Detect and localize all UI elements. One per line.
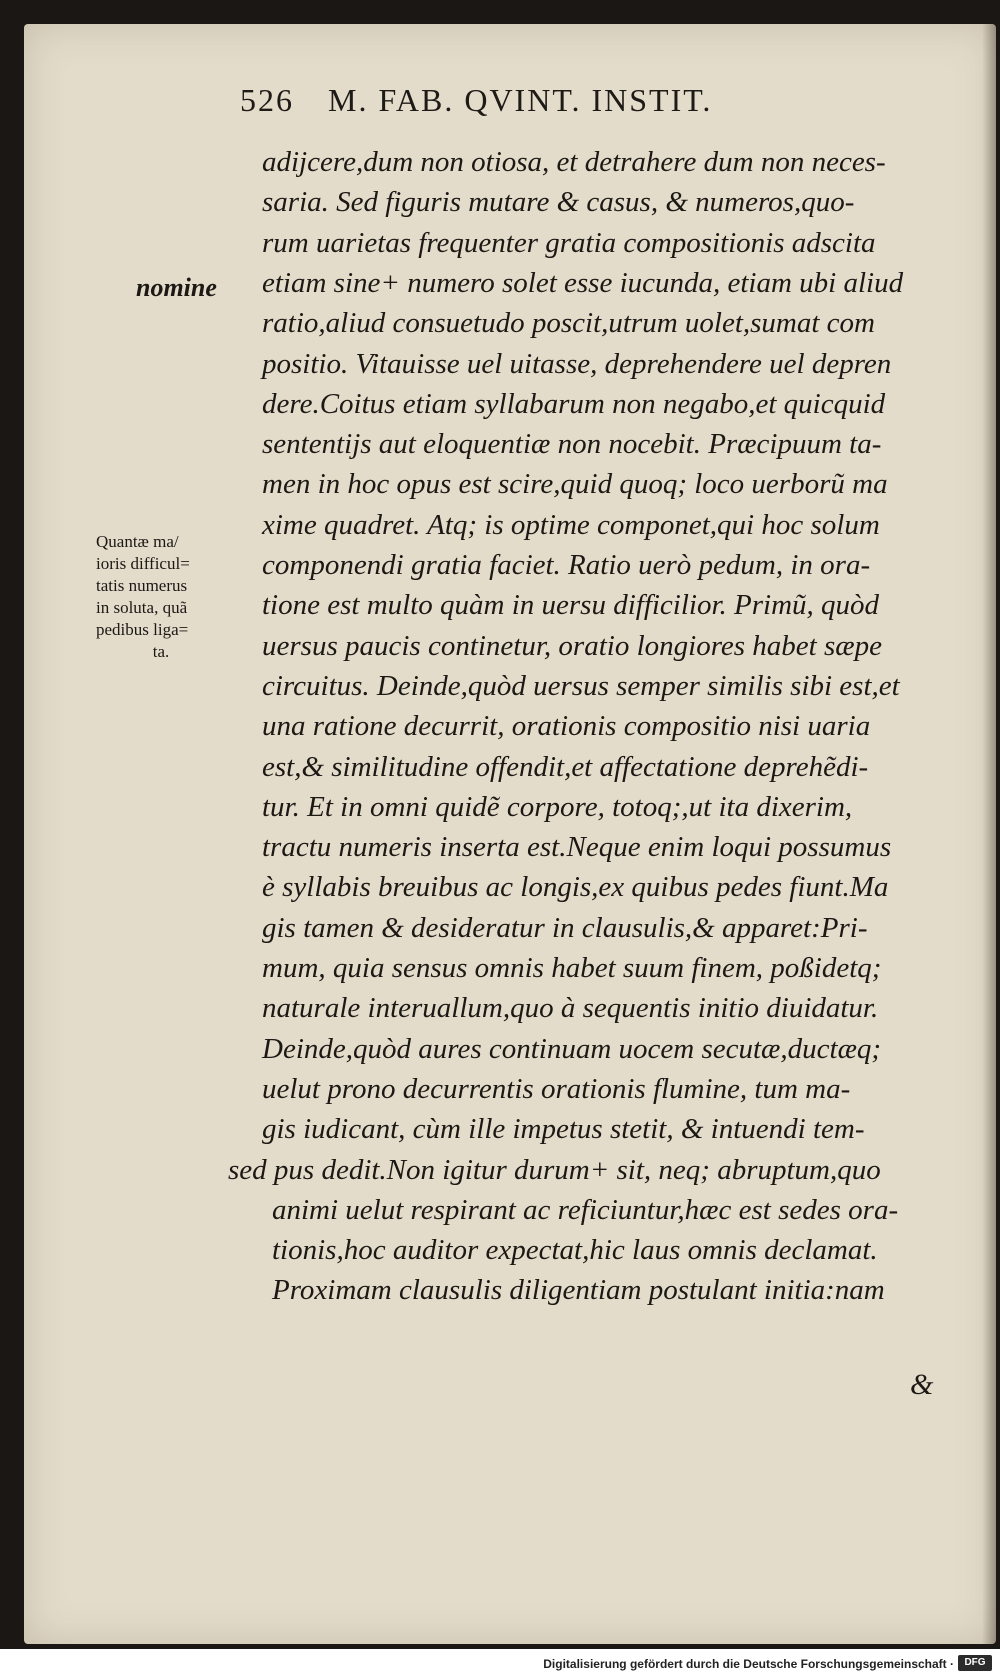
- margin-word: nomine: [136, 273, 217, 302]
- side-note-line: ioris difficul=: [96, 554, 190, 573]
- text-line: rum uarietas frequenter gratia compositionis adscita: [262, 227, 876, 259]
- text-line: è syllabis breuibus ac longis,ex quibus pedes fiunt.Ma: [262, 871, 889, 903]
- text-line: est,& similitudine offendit,et affectatione deprehẽdi-: [262, 751, 869, 783]
- catchword: &: [910, 1368, 934, 1401]
- text-line: xime quadret. Atq; is optime componet,qui hoc solum: [262, 509, 880, 541]
- side-note-line: in soluta, quã: [96, 598, 188, 617]
- text-line: gis tamen & desideratur in clausulis,& apparet:Pri-: [262, 912, 868, 944]
- text-line: componendi gratia faciet. Ratio uerò pedum, in ora-: [262, 549, 871, 581]
- page-number: 526: [240, 82, 294, 118]
- running-head: [240, 82, 712, 119]
- text-line: men in hoc opus est scire,quid quoq; loco uerborũ ma: [262, 468, 888, 500]
- text-line: una ratione decurrit, orationis compositio nisi uaria: [262, 710, 871, 742]
- text-line: adijcere,dum non otiosa, et detrahere dum non neces-: [262, 146, 886, 178]
- side-note-line: pedibus liga=: [96, 620, 189, 639]
- side-note-line: Quantæ ma/: [96, 532, 179, 551]
- text-line: tur. Et in omni quidẽ corpore, totoq;,ut ita dixerim,: [262, 791, 853, 823]
- text-line: animi uelut respirant ac reficiuntur,hæc est sedes ora-: [272, 1194, 899, 1226]
- footer-bar: [0, 1649, 1000, 1679]
- text-line: sententijs aut eloquentiæ non nocebit. Præcipuum ta-: [262, 428, 882, 460]
- text-line: ratio,aliud consuetudo poscit,utrum uolet,sumat com: [262, 307, 875, 339]
- text-line: mum, quia sensus omnis habet suum finem, poßidetq;: [262, 952, 882, 984]
- text-line: sed pus dedit.Non igitur durum+ sit, neq; abruptum,quo: [228, 1154, 881, 1186]
- dfg-logo-icon: DFG: [958, 1655, 992, 1671]
- side-note-line: ta.: [152, 642, 170, 661]
- text-line: tione est multo quàm in uersu difficilior. Primũ, quòd: [262, 589, 880, 621]
- text-line: dere.Coitus etiam syllabarum non negabo,et quicquid: [262, 388, 886, 420]
- text-line: circuitus. Deinde,quòd uersus semper similis sibi est,et: [262, 670, 900, 702]
- running-title: M. FAB. QVINT. INSTIT.: [328, 82, 713, 118]
- spine-shadow: [982, 24, 996, 1644]
- text-line: uelut prono decurrentis orationis flumine, tum ma-: [262, 1073, 851, 1105]
- text-line: naturale interuallum,quo à sequentis initio diuidatur.: [262, 992, 879, 1024]
- text-line: positio. Vitauisse uel uitasse, deprehendere uel depren: [262, 348, 892, 380]
- text-line: gis iudicant, cùm ille impetus stetit, & intuendi tem-: [262, 1113, 865, 1145]
- text-line: Proximam clausulis diligentiam postulant initia:nam: [272, 1274, 885, 1306]
- side-note: [96, 531, 246, 663]
- text-line: etiam sine+ numero solet esse iucunda, etiam ubi aliud: [262, 267, 904, 299]
- side-note-line: tatis numerus: [96, 576, 188, 595]
- text-line: Deinde,quòd aures continuam uocem secutæ,ductæq;: [262, 1033, 882, 1065]
- text-line: saria. Sed figuris mutare & casus, & numeros,quo-: [262, 186, 855, 218]
- footer-credit: Digitalisierung gefördert durch die Deutsche Forschungsgemeinschaft ·: [543, 1657, 954, 1671]
- text-line: tionis,hoc auditor expectat,hic laus omnis declamat.: [272, 1234, 878, 1266]
- text-line: uersus paucis continetur, oratio longiores habet sæpe: [262, 630, 882, 662]
- text-line: tractu numeris inserta est.Neque enim loqui possumus: [262, 831, 892, 863]
